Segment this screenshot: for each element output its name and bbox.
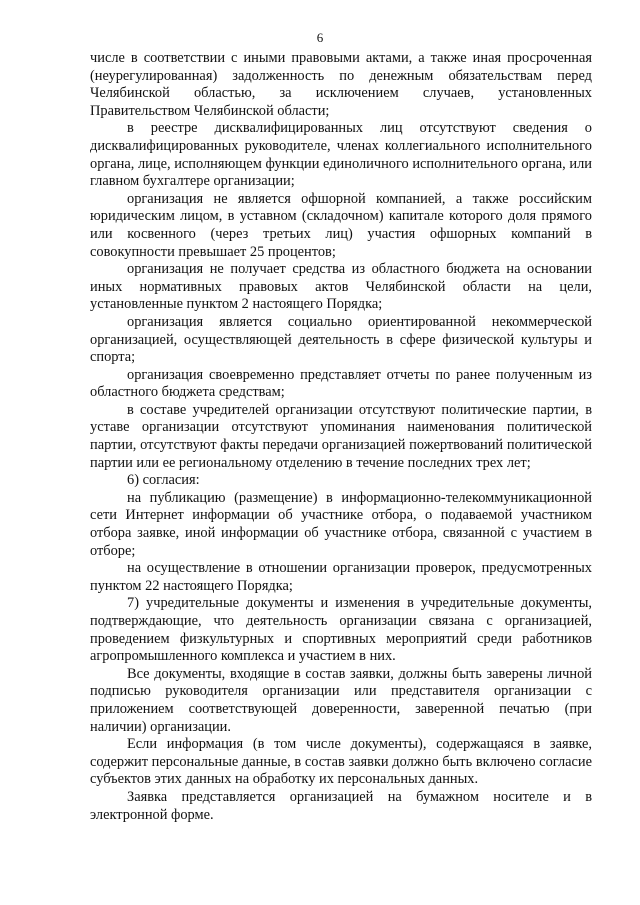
paragraph-disqualified-persons: в реестре дисквалифицированных лиц отсутствуют сведения о дисквалифицированных руководителе, членах коллегиального исполнительного органа, лице, исполняющем функции единоличного исполнительного органа, или главном бухгалтере организации; [90,120,592,190]
paragraph-submission-form: Заявка представляется организацией на бумажном носителе и в электронной форме. [90,788,592,823]
paragraph-political-parties: в составе учредителей организации отсутствуют политические партии, в уставе организации отсутствуют упоминания наименования политической партии, отсутствуют факты передачи организацией пожертвований политической партии или ее региональному отделению в течение последних трех лет; [90,401,592,471]
document-body [90,50,592,824]
paragraph-regional-budget: организация не получает средства из областного бюджета на основании иных нормативных правовых актов Челябинской области на цели, установленные пунктом 2 настоящего Порядка; [90,261,592,313]
paragraph-founding-documents: 7) учредительные документы и изменения в учредительные документы, подтверждающие, что деятельность организации связана с организацией, проведением физкультурных и спортивных мероприятий среди работников агропромышленного комплекса и участием в них. [90,595,592,665]
paragraph-personal-data: Если информация (в том числе документы), содержащаяся в заявке, содержит персональные данные, в состав заявки должно быть включено согласие субъектов этих данных на обработку их персональных данных. [90,736,592,788]
paragraph-consents-heading: 6) согласия: [127,472,200,489]
paragraph-reports: организация своевременно представляет отчеты по ранее полученным из областного бюджета средствам; [90,366,592,401]
paragraph-consent-inspections: на осуществление в отношении организации проверок, предусмотренных пунктом 22 настоящего Порядка; [90,560,592,594]
paragraph-certification: Все документы, входящие в состав заявки, должны быть заверены личной подписью руководителя организации или представителя организации с приложением соответствующей доверенности, заверенной печатью (при наличии) организации. [90,665,592,735]
paragraph-continuation: числе в соответствии с иными правовыми актами, а также иная просроченная (неурегулированная) задолженность по денежным обязательствам перед Челябинской областью, за исключением случаев, установленных Правительством Челябинской области; [90,50,592,119]
page-number: 6 [316,30,324,45]
paragraph-consent-publication: на публикацию (размещение) в информационно-телекоммуникационной сети Интернет информации об участнике отбора, о подаваемой участником отбора заявке, иной информации об участнике отбора, связанной с участием в отборе; [90,489,592,559]
paragraph-nonprofit: организация является социально ориентированной некоммерческой организацией, осуществляющей деятельность в сфере физической культуры и спорта; [90,313,592,366]
paragraph-offshore: организация не является офшорной компанией, а также российским юридическим лицом, в уставном (складочном) капитале которого доля прямого или косвенного (через третьих лиц) участия офшорных компаний в совокупности превышает 25 процентов; [90,190,592,260]
